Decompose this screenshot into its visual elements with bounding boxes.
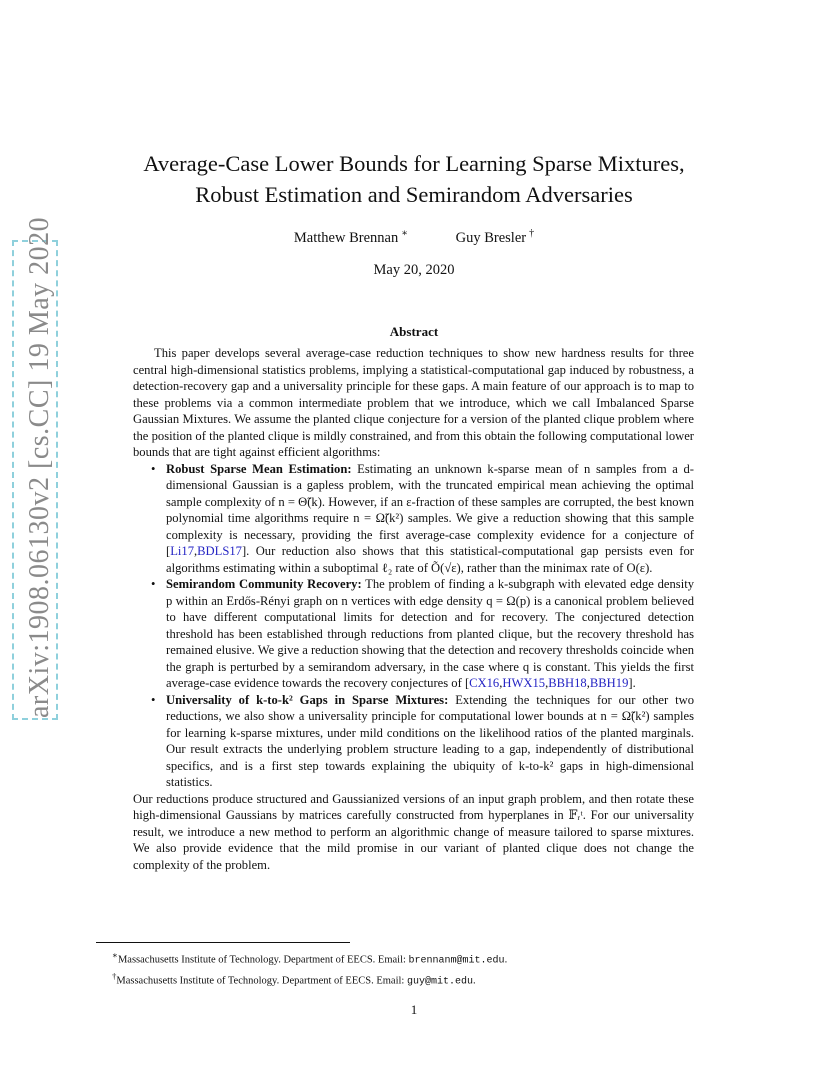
result-item <box>133 692 694 791</box>
result-heading: Robust Sparse Mean Estimation: <box>166 461 352 476</box>
result-item: • Semirandom Community Recovery: The problem of finding a k-subgraph with elevated edge density p within an Erdős-Rényi graph on n vertices with edge density q = Ω(p) is a canonical problem believed to have different computational limits for detection and for recovery. The conjectured detection threshold has been established through reductions from planted clique, but the recovery threshold has remained elusive. We give a reduction showing that the detection and recovery thresholds coincide when the graph is perturbed by a semirandom adversary, in the case where q is constant. This yields the first average-case evidence towards the recovery conjectures of [CX16,HWX15,BBH18,BBH19]. <box>151 577 694 690</box>
abstract-heading: Abstract <box>389 324 439 339</box>
footnote-text: Massachusetts Institute of Technology. Department of EECS. Email: <box>116 975 407 986</box>
citation-link[interactable]: CX16 <box>469 676 500 690</box>
result-heading: Semirandom Community Recovery: <box>166 577 362 591</box>
footnote-text: Massachusetts Institute of Technology. Department of EECS. Email: <box>117 954 409 966</box>
result-heading: Universality of k-to-k² Gaps in Sparse Mixtures: <box>166 692 449 707</box>
author-1 <box>294 228 408 247</box>
citation-link[interactable]: BBH18 <box>548 676 587 690</box>
email-link[interactable]: brennanm@mit.edu <box>408 955 505 967</box>
author-2 <box>456 228 534 247</box>
footnote-mark[interactable]: † <box>529 228 535 239</box>
page-number: 1 <box>410 1002 418 1017</box>
result-text: Estimating an unknown k-sparse mean of n samples from a d-dimensional Gaussian is a gapless problem, with the truncated empirical mean achieving the optimal sample complexity of n = Θ̃(k). However, if an ε-fraction of these samples are corrupted, the best known polynomial time algorithms require n = Ω̃(k²) samples. We give a reduction showing that this sample complexity is necessary, providing the first average-case complexity evidence for a conjecture of <box>166 461 694 542</box>
result-item: • Robust Sparse Mean Estimation: Estimating an unknown k-sparse mean of n samples from a d-dimensional Gaussian is a gapless problem, with the truncated empirical mean achieving the optimal sample complexity of n = Θ̃(k). However, if an ε-fraction of these samples are corrupted, the best known polynomial time algorithms require n = Ω̃(k²) samples. We give a reduction showing that this sample complexity is necessary, providing the first average-case complexity evidence for a conjecture of [Li17,BDLS17]. Our reduction also shows that this statistical-computational gap persists even for algorithms estimating within a suboptimal ℓ₂ rate of Õ(√ε), rather than the minimax rate of O(ε). <box>151 461 694 575</box>
author-name: Guy Bresler <box>455 229 527 246</box>
citation-bracket-close: ] <box>241 544 247 558</box>
bullet-icon: • <box>151 461 156 476</box>
citation-bracket-open: [ <box>166 544 171 558</box>
citation-link[interactable]: BBH19 <box>589 676 629 690</box>
paper-date: May 20, 2020 <box>373 262 455 278</box>
arxiv-identifier: arXiv:1908.06130v2 [cs.CC] 19 May 2020 <box>24 216 55 718</box>
citation-link[interactable]: Li17 <box>170 544 194 558</box>
result-text: . <box>632 676 636 690</box>
title-line-1: Average-Case Lower Bounds for Learning Sparse Mixtures, <box>143 151 685 176</box>
author-name: Matthew Brennan <box>293 229 399 246</box>
result-text: The problem of finding a k-subgraph with elevated edge density p within an Erdős-Rényi graph on n vertices with edge density q = Ω(p) is a canonical problem believed to have different computational limits for detection and for recovery. The conjectured detection threshold has been established through reductions from planted clique, but the recovery threshold has remained elusive. We give a reduction showing that the detection and recovery thresholds coincide when the graph is perturbed by a semirandom adversary, in the case where q is constant. This yields the first average-case evidence towards the recovery conjectures of <box>166 577 694 690</box>
abstract-closing: Our reductions produce structured and Gaussianized versions of an input graph problem, and then rotate these high-dimensional Gaussians by matrices carefully constructed from hyperplanes in 𝔽ᵣᵗ. For our universality result, we introduce a new method to perform an algorithmic change of measure tailored to sparse mixtures. We also provide evidence that the mild promise in our variant of planted clique does not change the complexity of the problem. <box>133 791 694 872</box>
footnote-end: . <box>504 954 508 966</box>
abstract-intro: This paper develops several average-case reduction techniques to show new hardness results for three central high-dimensional statistics problems, implying a statistical-computational gap induced by robustness, a detection-recovery gap and a universality principle for these gaps. A main feature of our approach is to map to these problems via a common intermediate problem that we introduce, which we call Imbalanced Sparse Gaussian Mixtures. We assume the planted clique conjecture for a version of the planted clique problem where the position of the planted clique is mildly constrained, and from this obtain the following computational lower bounds that are tight against efficient algorithms: <box>133 346 694 459</box>
paper-title <box>100 148 728 210</box>
citation-link[interactable]: BDLS17 <box>197 544 242 558</box>
author-list <box>100 228 728 247</box>
footnote-mark: ∗ <box>112 950 118 960</box>
result-text: Extending the techniques for our other two reductions, we also show a universality principle for computational lower bounds at n = Ω̃(k²) samples for learning k-sparse mixtures, under mild conditions on the likelihood ratios of the planted marginals. Our result extracts the underlying problem structure leading to a gap, independently of distributional specifics, and is a first step towards explaining the ubiquity of k-to-k² gaps in high-dimensional statistics. <box>166 692 695 789</box>
citation-bracket-open: [ <box>464 676 470 690</box>
bullet-icon: • <box>151 692 156 707</box>
email-link[interactable]: guy@mit.edu <box>406 976 473 987</box>
footnote-2 <box>112 969 507 990</box>
footnote-end: . <box>472 975 476 986</box>
citation-bracket-close: ] <box>628 676 633 690</box>
footnote-1 <box>112 948 507 969</box>
citation-link[interactable]: HWX15 <box>502 676 546 690</box>
footnote-mark[interactable]: ∗ <box>401 228 408 239</box>
bullet-icon: • <box>151 577 156 591</box>
result-text: . Our reduction also shows that this statistical-computational gap persists even for algorithms estimating within a suboptimal ℓ₂ rate of Õ(√ε), rather than the minimax rate of O(ε). <box>166 544 694 575</box>
footnotes <box>112 948 507 989</box>
abstract-body <box>133 345 694 873</box>
footnote-divider <box>96 942 350 943</box>
title-line-2: Robust Estimation and Semirandom Adversaries <box>195 182 633 207</box>
footnote-mark: † <box>112 970 117 981</box>
abstract-results-list <box>133 461 694 791</box>
